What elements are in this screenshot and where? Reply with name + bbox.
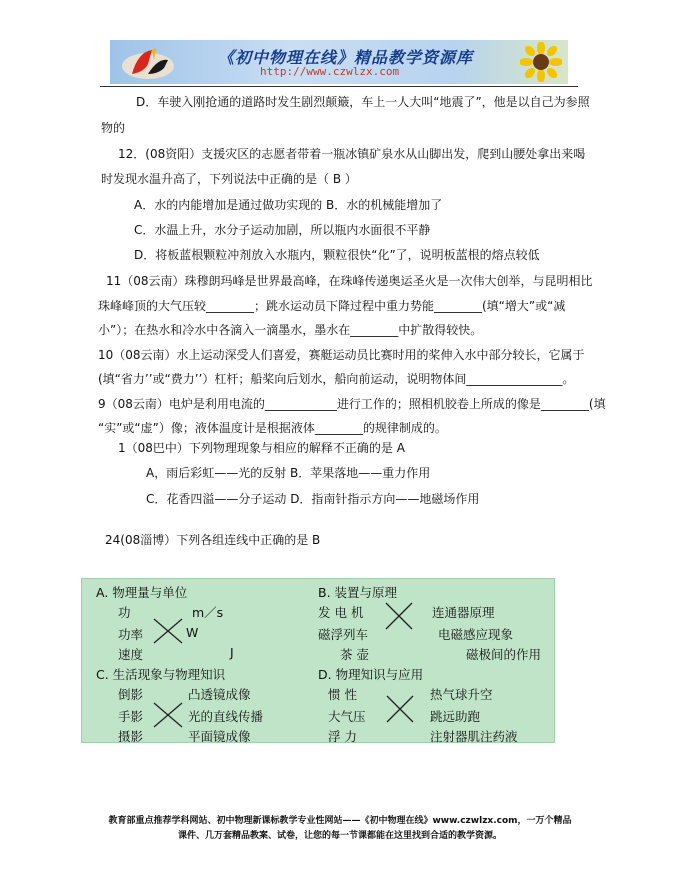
question-line: 24(08淄博）下列各组连线中正确的是 B — [105, 533, 321, 547]
text-line: 物的 — [101, 121, 126, 135]
section-c-left: 倒影 — [118, 687, 144, 702]
section-c-right: 光的直线传播 — [188, 709, 264, 724]
section-d-right: 跳远助跑 — [430, 709, 481, 724]
banner-url[interactable]: http://www.czwlzx.com — [260, 65, 400, 78]
section-c-title: C. 生活现象与物理知识 — [96, 667, 226, 682]
site-logo-icon — [118, 44, 178, 82]
section-a-title: A. 物理量与单位 — [96, 585, 188, 600]
option-line: D．车驶入刚抢通的道路时发生剧烈颠簸，车上一人大叫“地震了”，他是以自己为参照 — [136, 95, 590, 109]
section-c-right: 凸透镜成像 — [188, 687, 251, 702]
text-line: 珠峰峰顶的大气压较________；跳水运动员下降过程中重力势能________(填“增大”或“减 — [98, 299, 566, 313]
section-a-left: 功率 — [118, 627, 144, 642]
option-line: A，雨后彩虹——光的反射 B．苹果落地——重力作用 — [146, 466, 431, 480]
text-line: (填“省力’’或“费力’’）杠杆；船桨向后划水，船向前运动，说明物体间________________。 — [98, 372, 575, 386]
question-line: 10（08云南）水上运动深受人们喜爱，赛艇运动员比赛时用的桨伸入水中部分较长，它属于 — [98, 348, 585, 362]
section-a-left: 速度 — [118, 647, 144, 662]
question-line: 1（08巴中）下列物理现象与相应的解释不正确的是 A — [118, 441, 405, 455]
footer-line: 课件、几万套精品教案、试卷，让您的每一节课都能在这里找到合适的教学资源。 — [177, 831, 502, 841]
footer-line: 教育部重点推荐学科网站、初中物理新课标教学专业性网站——《初中物理在线》www.czwlzx.com，一万个精品 — [108, 816, 572, 826]
banner-title: 《初中物理在线》精品教学资源库 — [218, 48, 474, 67]
section-b-right: 连通器原理 — [432, 605, 495, 620]
option-line: A．水的内能增加是通过做功实现的 B．水的机械能增加了 — [134, 198, 443, 212]
header-banner — [110, 40, 568, 84]
question-line: 9（08云南）电炉是利用电流的____________进行工作的；照相机胶卷上所成的像是________(填 — [98, 397, 606, 411]
text-line: 时发现水温升高了，下列说法中正确的是（ B ） — [101, 172, 357, 186]
section-c-right: 平面镜成像 — [188, 729, 251, 744]
section-b-right: 电磁感应现象 — [438, 627, 514, 642]
section-a-left: 功 — [118, 605, 131, 620]
section-d-right: 注射器肌注药液 — [430, 729, 518, 744]
section-a-right: W — [186, 625, 199, 640]
section-d-left: 惯 性 — [328, 687, 357, 702]
header-rule — [100, 86, 578, 87]
section-c-left: 手影 — [118, 709, 144, 724]
text-line: 小”）；在热水和冷水中各滴入一滴墨水，墨水在________中扩散得较快。 — [98, 323, 483, 337]
section-b-left: 茶 壶 — [340, 647, 369, 662]
section-a-right: m／s — [192, 605, 224, 620]
section-b-right: 磁极间的作用 — [466, 647, 542, 662]
option-line: C．水温上升，水分子运动加剧，所以瓶内水面很不平静 — [134, 223, 431, 237]
option-line: D．将板蓝根颗粒冲剂放入水瓶内，颗粒很快“化”了，说明板蓝根的熔点较低 — [134, 248, 540, 262]
section-b-left: 磁浮列车 — [318, 627, 369, 642]
question-line: 12．(08资阳）支援灾区的志愿者带着一瓶冰镇矿泉水从山脚出发，爬到山腰处拿出来喝 — [118, 147, 586, 161]
section-d-right: 热气球升空 — [430, 687, 493, 702]
page-footer — [90, 814, 590, 844]
sunflower-icon — [520, 42, 562, 82]
section-c-left: 摄影 — [118, 729, 144, 744]
section-b-left: 发 电 机 — [318, 605, 364, 620]
section-d-left: 浮 力 — [328, 729, 357, 744]
text-line: “实”或“虚”）像；液体温度计是根据液体________的规律制成的。 — [98, 421, 447, 435]
matching-figure — [81, 578, 555, 743]
option-line: C．花香四溢——分子运动 D．指南针指示方向——地磁场作用 — [146, 492, 480, 506]
section-b-title: B. 装置与原理 — [318, 585, 398, 600]
question-line: 11（08云南）珠穆朗玛峰是世界最高峰，在珠峰传递奥运圣火是一次伟大创举，与昆明相比 — [106, 274, 593, 288]
section-d-title: D. 物理知识与应用 — [318, 667, 424, 682]
section-a-right: J — [230, 645, 234, 660]
section-d-left: 大气压 — [328, 709, 366, 724]
